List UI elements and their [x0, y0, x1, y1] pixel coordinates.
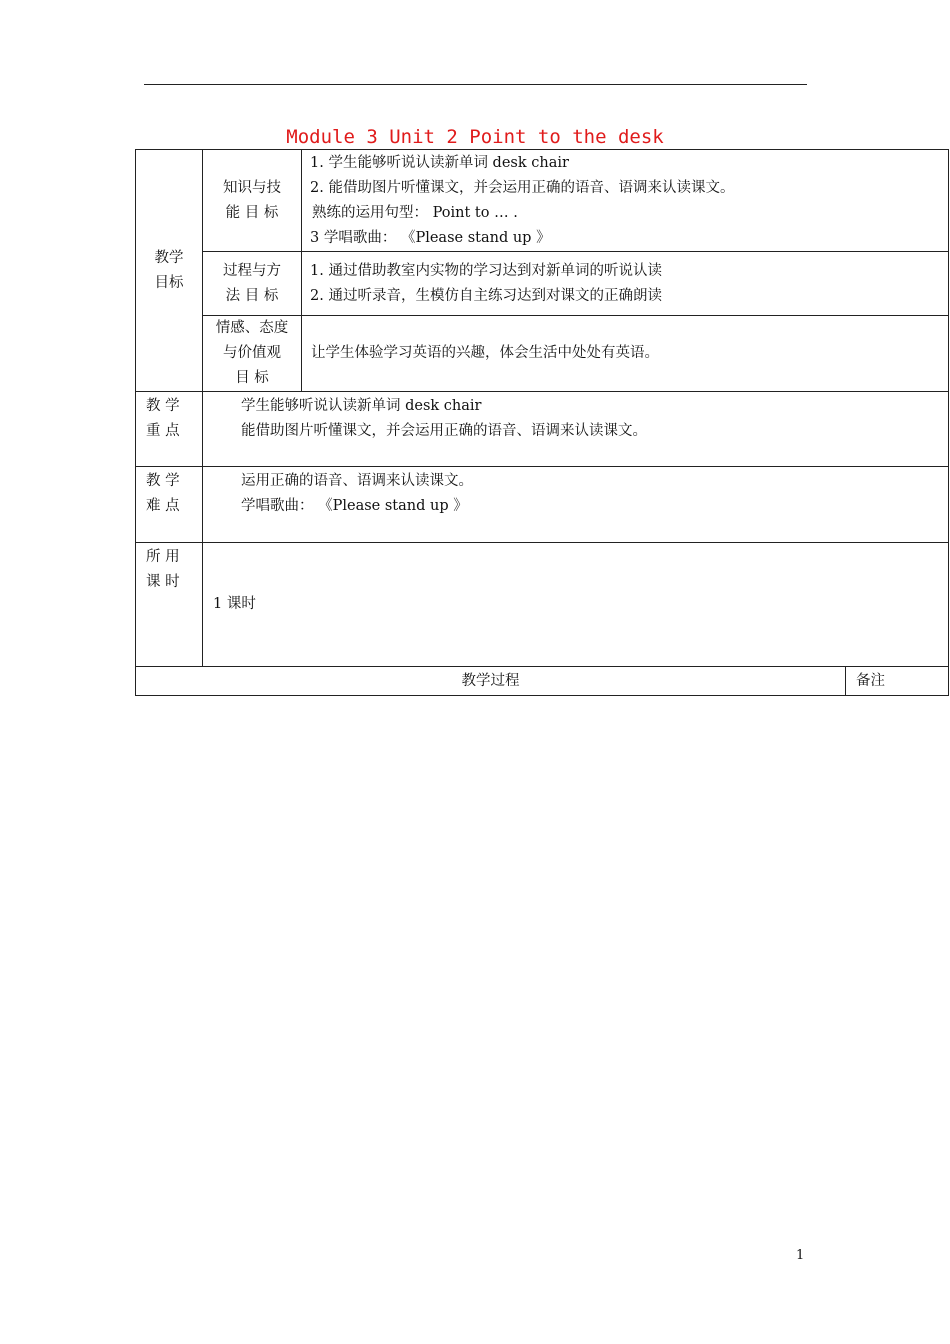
- knowledge-line: 2. 能借助图片听懂课文，并会运用正确的语音、语调来认读课文。: [310, 180, 735, 196]
- process-content: [302, 252, 949, 316]
- difficulties-label: 教 学 难 点: [136, 467, 203, 543]
- difficulty-line: 学唱歌曲： 《Please stand up 》: [241, 498, 468, 514]
- periods-row: [136, 543, 949, 667]
- process-row: [136, 252, 949, 316]
- difficulties-row: [136, 467, 949, 543]
- key-points-label: 教 学 重 点: [136, 392, 203, 467]
- knowledge-label: 知识与技 能 目 标: [203, 150, 302, 252]
- teaching-process-header: 教学过程: [136, 667, 846, 696]
- knowledge-content: [302, 150, 949, 252]
- key-points-row: [136, 392, 949, 467]
- key-point-line: 学生能够听说认读新单词 desk chair: [241, 398, 482, 414]
- process-line: 2. 通过听录音，生模仿自主练习达到对课文的正确朗读: [310, 288, 662, 304]
- knowledge-row: [136, 150, 949, 252]
- emotion-content: 让学生体验学习英语的兴趣，体会生活中处处有英语。: [302, 316, 949, 392]
- lesson-plan-table: [135, 149, 949, 696]
- emotion-row: [136, 316, 949, 392]
- page-title: Module 3 Unit 2 Point to the desk: [286, 126, 664, 148]
- difficulties-content: [203, 467, 949, 543]
- knowledge-line: 1. 学生能够听说认读新单词 desk chair: [310, 155, 569, 171]
- objectives-label: 教学 目标: [136, 150, 203, 392]
- key-points-content: [203, 392, 949, 467]
- periods-value: 1 课时: [203, 543, 949, 667]
- key-point-line: 能借助图片听懂课文，并会运用正确的语音、语调来认读课文。: [241, 423, 647, 439]
- difficulty-line: 运用正确的语音、语调来认读课文。: [241, 473, 473, 489]
- process-line: 1. 通过借助教室内实物的学习达到对新单词的听说认读: [310, 263, 662, 279]
- knowledge-line: 3 学唱歌曲： 《Please stand up 》: [310, 230, 551, 246]
- knowledge-line: 熟练的运用句型： Point to … .: [312, 205, 518, 221]
- periods-label: 所 用 课 时: [136, 543, 203, 667]
- page-number: 1: [796, 1248, 805, 1263]
- emotion-label: 情感、态度 与价值观 目 标: [203, 316, 302, 392]
- header-rule: [144, 84, 807, 85]
- notes-header: 备注: [846, 667, 949, 696]
- process-header-row: [136, 667, 949, 696]
- process-label: 过程与方 法 目 标: [203, 252, 302, 316]
